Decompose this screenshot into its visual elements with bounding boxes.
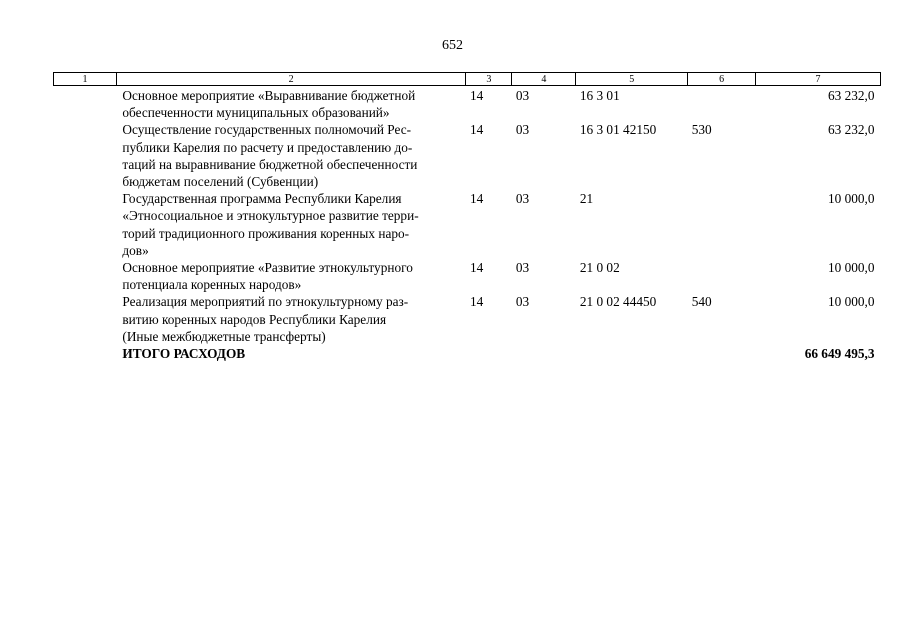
row-index-cell	[54, 190, 117, 259]
table-row	[54, 259, 881, 293]
item-name-line: Осуществление государственных полномочий Рес-	[122, 122, 412, 138]
row-index-cell	[54, 345, 117, 362]
section-code: 14	[469, 122, 484, 138]
item-name	[116, 293, 466, 345]
target-article-code: 16 3 01 42150	[579, 122, 657, 138]
expense-type-code	[688, 86, 756, 122]
item-name	[116, 121, 466, 190]
column-number-5: 5	[576, 73, 688, 86]
table-row	[54, 86, 881, 122]
subsection-code: 03	[515, 88, 530, 103]
row-index-cell	[54, 86, 117, 122]
column-number-6: 6	[688, 73, 756, 86]
column-number-row	[54, 73, 881, 86]
amount: 63 232,0	[827, 88, 875, 103]
item-name-line: Государственная программа Республики Карелия	[122, 191, 402, 207]
amount: 10 000,0	[827, 294, 875, 310]
subsection-code: 03	[515, 122, 530, 138]
item-name-line: торий традиционного проживания коренных наро-	[122, 225, 410, 241]
section-code: 14	[469, 88, 484, 103]
item-name-line: витию коренных народов Республики Карелия	[122, 311, 387, 327]
total-amount: 66 649 495,3	[804, 346, 875, 362]
column-number-4: 4	[512, 73, 576, 86]
table-row	[54, 293, 881, 345]
target-article-code: 16 3 01	[579, 88, 620, 103]
column-number-1: 1	[54, 73, 117, 86]
expense-type-code	[688, 259, 756, 293]
target-article-code: 21	[579, 191, 594, 207]
item-name-line: потенциала коренных народов»	[122, 277, 302, 293]
item-name-line: Основное мероприятие «Развитие этнокультурного	[122, 260, 413, 276]
item-name-line: бюджетам поселений (Субвенции)	[122, 174, 319, 190]
subsection-code: 03	[515, 260, 530, 276]
item-name-line: (Иные межбюджетные трансферты)	[122, 328, 326, 344]
section-code: 14	[469, 260, 484, 276]
item-name	[116, 86, 466, 122]
expense-type-code: 540	[691, 294, 712, 310]
item-name	[116, 190, 466, 259]
item-name-line: обеспеченности муниципальных образований»	[122, 105, 390, 121]
item-name	[116, 259, 466, 293]
column-number-2: 2	[116, 73, 466, 86]
column-number-3: 3	[466, 73, 512, 86]
item-name-line: «Этносоциальное и этнокультурное развитие терри-	[122, 208, 419, 224]
subsection-code: 03	[515, 191, 530, 207]
item-name-line: дов»	[122, 242, 149, 258]
item-name-line: таций на выравнивание бюджетной обеспеченности	[122, 156, 418, 172]
row-index-cell	[54, 121, 117, 190]
column-number-7: 7	[756, 73, 881, 86]
expense-type-code: 530	[691, 122, 712, 138]
target-article-code: 21 0 02 44450	[579, 294, 657, 310]
item-name-line: публики Карелия по расчету и предоставлению до-	[122, 139, 413, 155]
total-label: ИТОГО РАСХОДОВ	[122, 346, 246, 362]
amount: 10 000,0	[827, 191, 875, 207]
row-index-cell	[54, 259, 117, 293]
item-name-line: Реализация мероприятий по этнокультурному раз-	[122, 294, 409, 310]
expense-type-code	[688, 190, 756, 259]
target-article-code: 21 0 02	[579, 260, 620, 276]
table-row	[54, 190, 881, 259]
subsection-code: 03	[515, 294, 530, 310]
section-code: 14	[469, 294, 484, 310]
item-name-line: Основное мероприятие «Выравнивание бюджетной	[122, 88, 416, 103]
amount: 63 232,0	[827, 122, 875, 138]
budget-table	[53, 72, 881, 362]
total-row	[54, 345, 881, 362]
section-code: 14	[469, 191, 484, 207]
row-index-cell	[54, 293, 117, 345]
page-number: 652	[442, 38, 463, 53]
amount: 10 000,0	[827, 260, 875, 276]
table-row	[54, 121, 881, 190]
